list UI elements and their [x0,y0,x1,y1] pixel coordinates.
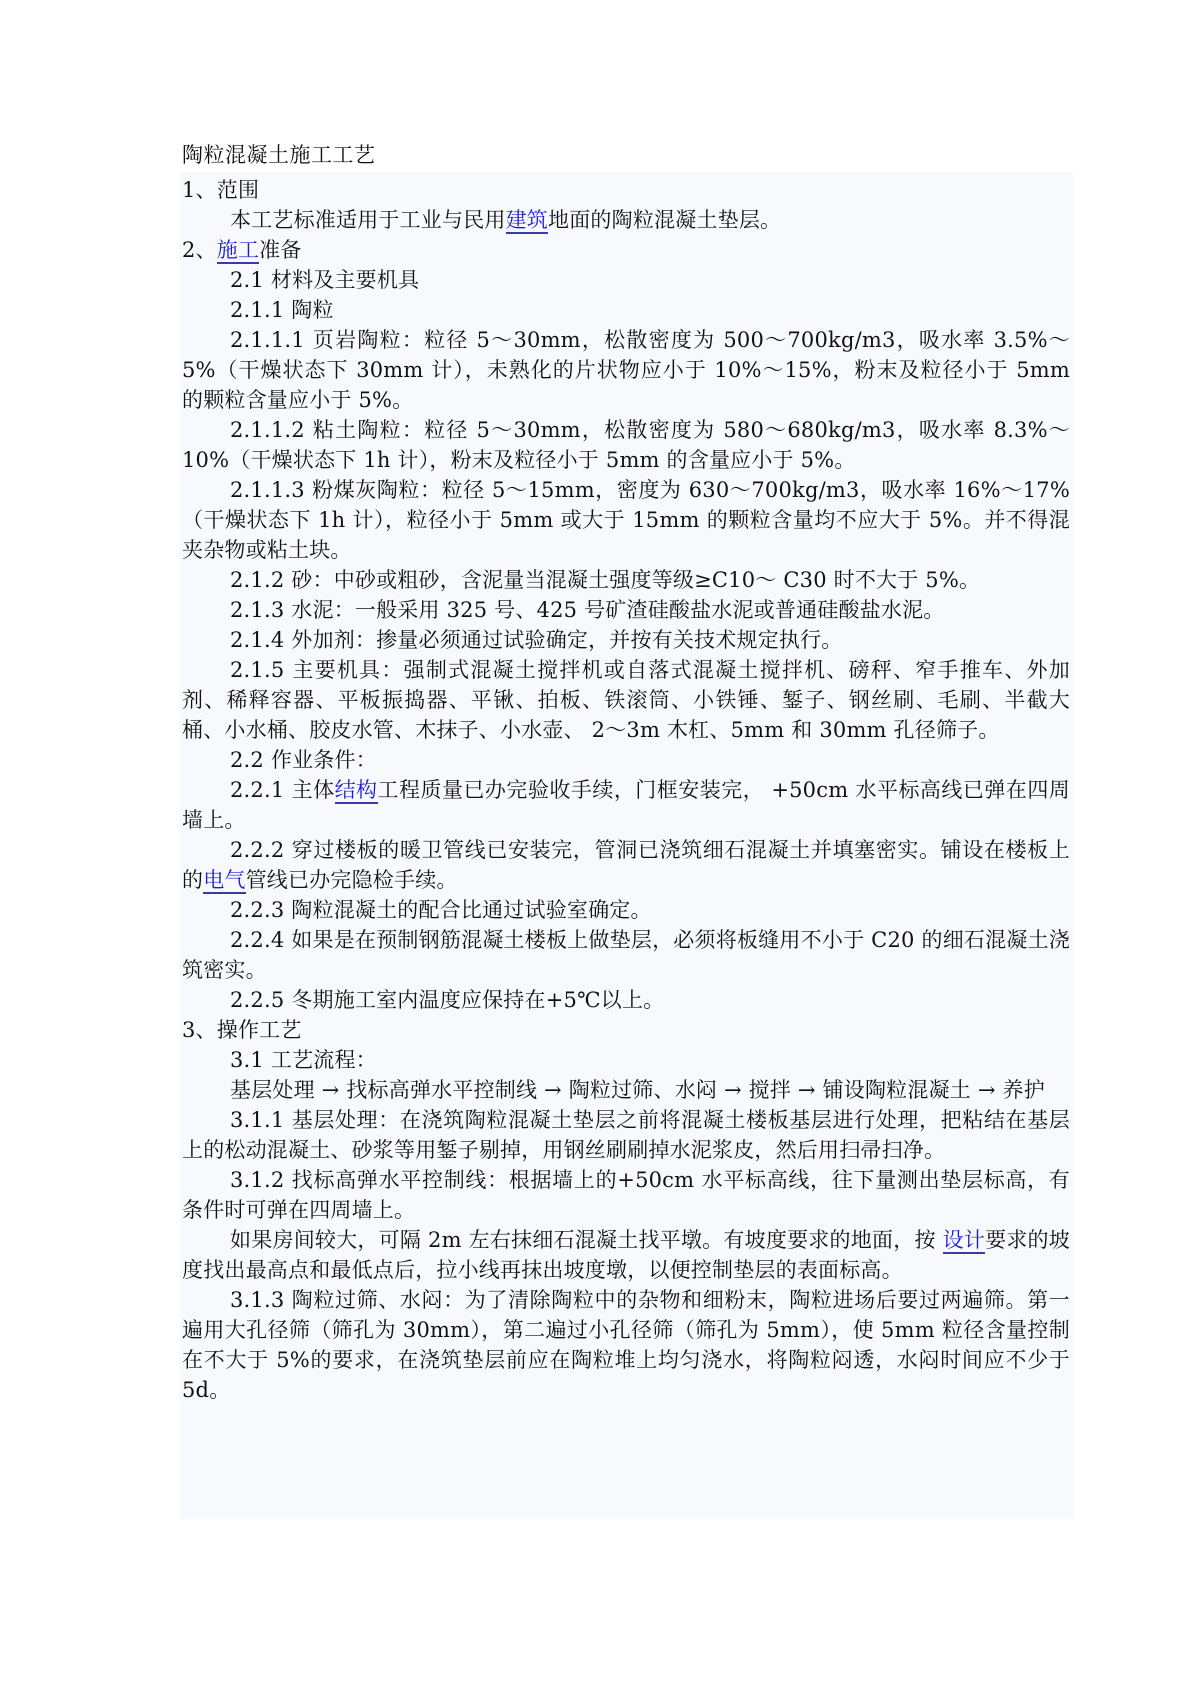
inline-link[interactable]: 电气 [203,868,246,892]
paragraph-text: 3.1.2 找标高弹水平控制线：根据墙上的+50cm 水平标高线，往下量测出垫层标高，有条件时可弹在四周墙上。 [182,1168,1070,1222]
paragraph [182,775,1070,835]
paragraph-text: 2.1.1.1 页岩陶粒：粒径 5～30mm，松散密度为 500～700kg/m3，吸水率 3.5%～5%（干燥状态下 30mm 计），未熟化的片状物应小于 10%～15%，粉末及粒径小于 5mm 的颗粒含量应小于 5%。 [182,328,1070,412]
paragraph [182,205,1070,235]
paragraph [182,595,1070,625]
document-title: 陶粒混凝土施工工艺 [182,143,376,167]
paragraph-text: 要求的坡度找出最高点和最低点后，拉小线再抹出坡度墩，以便控制垫层的表面标高。 [182,1228,1070,1282]
paragraph-text: 地面的陶粒混凝土垫层。 [548,208,782,232]
paragraph [182,835,1070,895]
paragraph [182,1015,1070,1045]
paragraph [182,895,1070,925]
paragraph-text: 2.1.1 陶粒 [230,298,334,322]
paragraph [182,235,1070,265]
document-body [180,172,1073,1519]
paragraph-text: 2.1.4 外加剂：掺量必须通过试验确定，并按有关技术规定执行。 [230,628,843,652]
paragraph-text: 2.2.1 主体 [230,778,335,802]
paragraph [182,1075,1070,1105]
paragraph-text: 3.1.3 陶粒过筛、水闷：为了清除陶粒中的杂物和细粉末，陶粒进场后要过两遍筛。第一遍用大孔径筛（筛孔为 30mm），第二遍过小孔径筛（筛孔为 5mm），使 5mm 粒径含量控制在不大于 5%的要求，在浇筑垫层前应在陶粒堆上均匀浇水，将陶粒闷透，水闷时间应不少于 5d。 [182,1288,1070,1402]
paragraph-text: 3.1 工艺流程： [230,1048,377,1072]
paragraph-text: 2.1.5 主要机具：强制式混凝土搅拌机或自落式混凝土搅拌机、磅秤、窄手推车、外加剂、稀释容器、平板振捣器、平锹、拍板、铁滚筒、小铁锤、錾子、钢丝刷、毛刷、半截大桶、小水桶、胶皮水管、木抹子、小水壶、 2～3m 木杠、5mm 和 30mm 孔径筛子。 [182,658,1070,742]
paragraph-text: 1、范围 [182,178,260,202]
paragraph-text: 3.1.1 基层处理：在浇筑陶粒混凝土垫层之前将混凝土楼板基层进行处理，把粘结在基层上的松动混凝土、砂浆等用錾子剔掉，用钢丝刷刷掉水泥浆皮，然后用扫帚扫净。 [182,1108,1070,1162]
paragraph [182,1285,1070,1405]
paragraph-text: 本工艺标准适用于工业与民用 [230,208,506,232]
paragraph [182,1105,1070,1165]
inline-link[interactable]: 设计 [942,1228,986,1252]
paragraph-text: 基层处理 → 找标高弹水平控制线 → 陶粒过筛、水闷 → 搅拌 → 铺设陶粒混凝土 → 养护 [230,1078,1045,1102]
paragraph [182,415,1070,475]
paragraph [182,985,1070,1015]
paragraph-text: 2、 [182,238,217,262]
paragraph-text: 准备 [259,238,302,262]
paragraph-text: 2.1.2 砂：中砂或粗砂，含泥量当混凝土强度等级≥C10～ C30 时不大于 5%。 [230,568,981,592]
paragraph [182,1225,1070,1285]
paragraph [182,1045,1070,1075]
paragraph-text: 2.2.4 如果是在预制钢筋混凝土楼板上做垫层，必须将板缝用不小于 C20 的细石混凝土浇筑密实。 [182,928,1070,982]
inline-link[interactable]: 施工 [216,238,260,262]
inline-link[interactable]: 结构 [334,778,378,802]
paragraph [182,1165,1070,1225]
paragraph-text: 管线已办完隐检手续。 [245,868,458,892]
paragraph [182,565,1070,595]
paragraph [182,325,1070,415]
inline-link[interactable]: 建筑 [505,208,549,232]
paragraph-text: 2.1 材料及主要机具 [230,268,420,292]
paragraph-text: 2.1.1.2 粘土陶粒：粒径 5～30mm，松散密度为 580～680kg/m3，吸水率 8.3%～10%（干燥状态下 1h 计），粉末及粒径小于 5mm 的含量应小于 5%。 [182,418,1070,472]
paragraph-text: 2.2 作业条件： [230,748,377,772]
paragraph-text: 2.2.2 穿过楼板的暖卫管线已安装完，管洞已浇筑细石混凝土并填塞密实。铺设在楼板上的 [182,838,1070,892]
paragraph-text: 2.1.1.3 粉煤灰陶粒：粒径 5～15mm，密度为 630～700kg/m3，吸水率 16%～17%（干燥状态下 1h 计），粒径小于 5mm 或大于 15mm 的颗粒含量均不应大于 5%。并不得混夹杂物或粘土块。 [182,478,1070,562]
paragraph-text: 工程质量已办完验收手续，门框安装完， +50cm 水平标高线已弹在四周墙上。 [182,778,1071,832]
paragraph [182,655,1070,745]
paragraph-text: 3、操作工艺 [182,1018,302,1042]
paragraph-text: 2.2.3 陶粒混凝土的配合比通过试验室确定。 [230,898,652,922]
paragraph [182,295,1070,325]
paragraph-text: 如果房间较大，可隔 2m 左右抹细石混凝土找平墩。有坡度要求的地面，按 [230,1228,943,1252]
paragraph-text: 2.2.5 冬期施工室内温度应保持在+5℃以上。 [230,988,665,1012]
paragraph [182,625,1070,655]
paragraph [182,475,1070,565]
paragraph [182,175,1070,205]
paragraph [182,925,1070,985]
paragraph-text: 2.1.3 水泥：一般采用 325 号、425 号矿渣硅酸盐水泥或普通硅酸盐水泥。 [230,598,945,622]
paragraph [182,265,1070,295]
paragraph [182,745,1070,775]
